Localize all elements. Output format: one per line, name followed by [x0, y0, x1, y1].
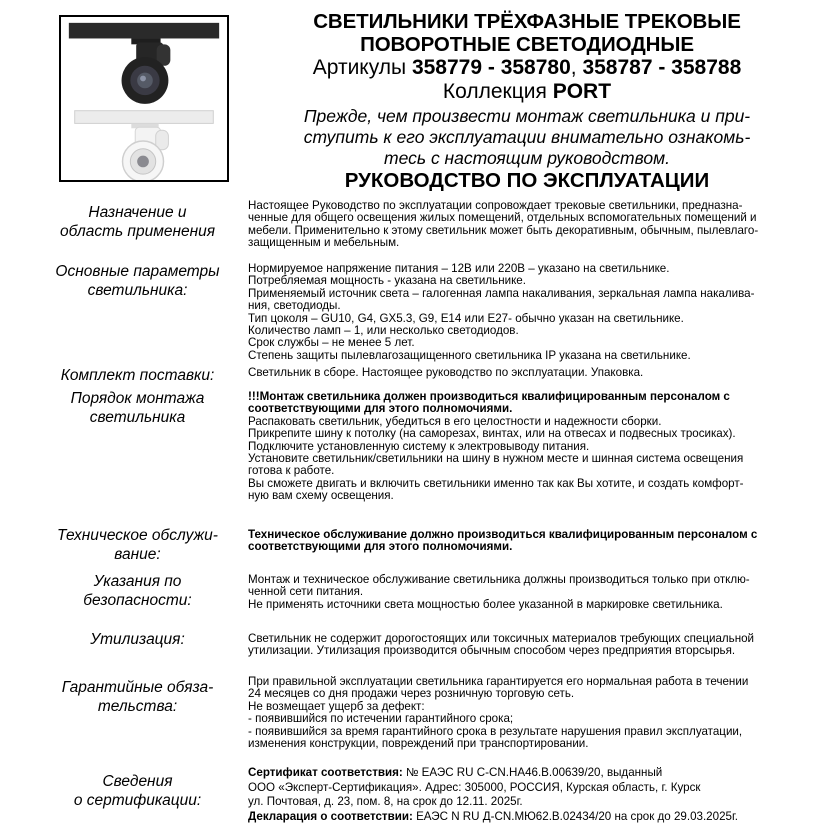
white-track-rail [75, 111, 214, 124]
body-line: Тип цоколя – GU10, G4, GX5.3, G9, E14 или E27- обычно указан на светильнике. [248, 311, 684, 325]
label-line: о сертификации: [73, 792, 202, 809]
body-line: Применяемый источник света – галогенная лампа накаливания, зеркальная лампа накалива- [248, 286, 755, 300]
body-line: Не применять источники света мощностью более указанной в маркировке светильника. [248, 597, 723, 611]
section-body [248, 200, 788, 250]
body-line: Подключите установленную систему к электровыводу питания. [248, 439, 590, 453]
article-numbers [262, 56, 792, 80]
warning-line: соответствующими для этого полномочиями. [248, 402, 513, 416]
label-line: тельства: [97, 698, 178, 715]
body-line: Установите светильник/светильники на шину в нужном месте и шинная система освещения [248, 452, 744, 466]
body-line: Степень защиты пылевлагозащищенного светильника IP указана на светильнике. [248, 348, 691, 362]
black-track-rail [69, 23, 219, 39]
body-line: Потребляемая мощность - указана на светильнике. [248, 274, 526, 288]
articles-separator: , [570, 56, 583, 79]
body-line: защищенным и мебельным. [248, 236, 400, 250]
body-line: Нормируемое напряжение питания – 12В или 220В – указано на светильнике. [248, 262, 670, 275]
label-line: Сведения [102, 773, 173, 790]
body-line: Не возмещает ущерб за дефект: [248, 699, 425, 713]
label-line: Техническое обслужи- [57, 527, 218, 544]
section-label [40, 772, 235, 810]
label-line: Указания по [93, 573, 182, 590]
body-line: Вы сможете двигать и включить светильники именно так как Вы хотите, и создать комфорт- [248, 476, 744, 490]
label-line: светильника: [87, 282, 188, 299]
product-title-line2: ПОВОРОТНЫЕ СВЕТОДИОДНЫЕ [360, 33, 694, 56]
section-body [248, 529, 788, 554]
declaration-line [248, 810, 788, 825]
section-label [40, 389, 235, 427]
product-image [59, 15, 229, 182]
body-line: мебели. Применительно к этому светильник может быть декоративным, обычным, пылевлаго- [248, 223, 759, 237]
section-label: Комплект поставки: [60, 367, 215, 384]
body-line: утилизации. Утилизация производится обычным способом через предприятия вторсырья. [248, 644, 736, 658]
declaration-label: Декларация о соответствии: [248, 809, 413, 823]
body-line: Светильник не содержит дорогостоящих или токсичных материалов требующих специальной [248, 632, 755, 645]
track-light-photo-icon [61, 17, 227, 180]
section-label: Утилизация: [90, 631, 185, 648]
articles-range-1: 358779 - 358780 [411, 56, 571, 79]
body-line: ченные для общего освещения жилых помещений, отдельных вспомогательных помещений и [248, 211, 757, 225]
collection-name: PORT [552, 80, 612, 103]
section-label [40, 203, 235, 241]
section-body [248, 633, 788, 658]
body-line: Прикрепите шину к потолку (на саморезах, винтах, или на отвесах и подвесных тросиках). [248, 427, 736, 441]
body-line: 24 месяцев со дня продажи через розничную торговую сеть. [248, 687, 575, 701]
label-line: Основные параметры [55, 263, 220, 280]
certificate-issuer: ООО «Эксперт-Сертификация». Адрес: 305000, РОССИЯ, Курская область, г. Курск [248, 780, 701, 794]
body-line: Количество ламп – 1, или несколько светодиодов. [248, 324, 519, 338]
section-label [40, 262, 235, 300]
pre-install-warning [262, 106, 792, 169]
body-line: ную вам схему освещения. [248, 489, 394, 503]
warning-line: Техническое обслуживание должно производиться квалифицированным персоналом с [248, 528, 758, 541]
body-line: готова к работе. [248, 464, 335, 478]
body-line: Светильник в сборе. Настоящее руководство по эксплуатации. Упаковка. [248, 366, 644, 379]
warning-line: тесь с настоящим руководством. [384, 148, 670, 168]
certificate-number: № ЕАЭС RU С-CN.НА46.В.00639/20, выданный [402, 766, 663, 779]
label-line: Назначение и [88, 204, 187, 221]
body-line: - появившийся по истечении гарантийного срока; [248, 712, 514, 726]
label-line: Гарантийные обяза- [61, 679, 214, 696]
body-line: ния, светодиоды. [248, 299, 341, 313]
declaration-number: ЕАЭС N RU Д-CN.МЮ62.В.02434/20 на срок до 29.03.2025г. [412, 809, 739, 823]
body-line: При правильной эксплуатации светильника гарантируется его нормальная работа в течении [248, 675, 749, 688]
warning-line: Прежде, чем произвести монтаж светильника и при- [303, 106, 751, 126]
certificate-address: ул. Почтовая, д. 23, пом. 8, на срок до 12.11. 2025г. [248, 795, 523, 809]
section-body [248, 367, 788, 379]
body-line: Срок службы – не менее 5 лет. [248, 336, 415, 350]
label-line: вание: [114, 546, 161, 563]
section-body [248, 766, 788, 824]
warning-line: соответствующими для этого полномочиями. [248, 540, 513, 554]
document-header [262, 10, 792, 192]
body-line: Монтаж и техническое обслуживание светильника должны производиться только при отклю- [248, 573, 750, 586]
warning-line: !!!Монтаж светильника должен производиться квалифицированным персоналом с [248, 390, 730, 403]
label-line: область применения [59, 223, 216, 240]
section-label [40, 572, 235, 610]
body-line: Распаковать светильник, убедиться в его целостности и надежности сборки. [248, 414, 662, 428]
label-line: светильника [89, 409, 186, 426]
collection [262, 80, 792, 104]
section-label [40, 678, 235, 716]
section-label [40, 526, 235, 564]
warning-line: ступить к его эксплуатации внимательно ознакомь- [303, 127, 751, 147]
section-body [248, 391, 788, 503]
articles-range-2: 358787 - 358788 [582, 56, 742, 79]
body-line: изменения конструкции, повреждений при транспортировании. [248, 737, 589, 751]
label-line: Порядок монтажа [70, 390, 205, 407]
body-line: Настоящее Руководство по эксплуатации сопровождает трековые светильники, предназна- [248, 199, 743, 212]
body-line: - появившийся за время гарантийного срока в результате нарушения правил эксплуатации, [248, 724, 743, 738]
collection-label: Коллекция [442, 80, 553, 103]
section-body [248, 676, 788, 750]
body-line: ченной сети питания. [248, 585, 364, 599]
product-title-line1: СВЕТИЛЬНИКИ ТРЁХФАЗНЫЕ ТРЕКОВЫЕ [313, 10, 741, 33]
manual-title: РУКОВОДСТВО ПО ЭКСПЛУАТАЦИИ [344, 169, 710, 192]
articles-label: Артикулы [312, 56, 412, 79]
certificate-label: Сертификат соответствия: [248, 766, 403, 779]
section-body [248, 263, 788, 362]
section-body [248, 574, 788, 611]
label-line: безопасности: [83, 592, 192, 609]
certificate-line [248, 766, 788, 781]
